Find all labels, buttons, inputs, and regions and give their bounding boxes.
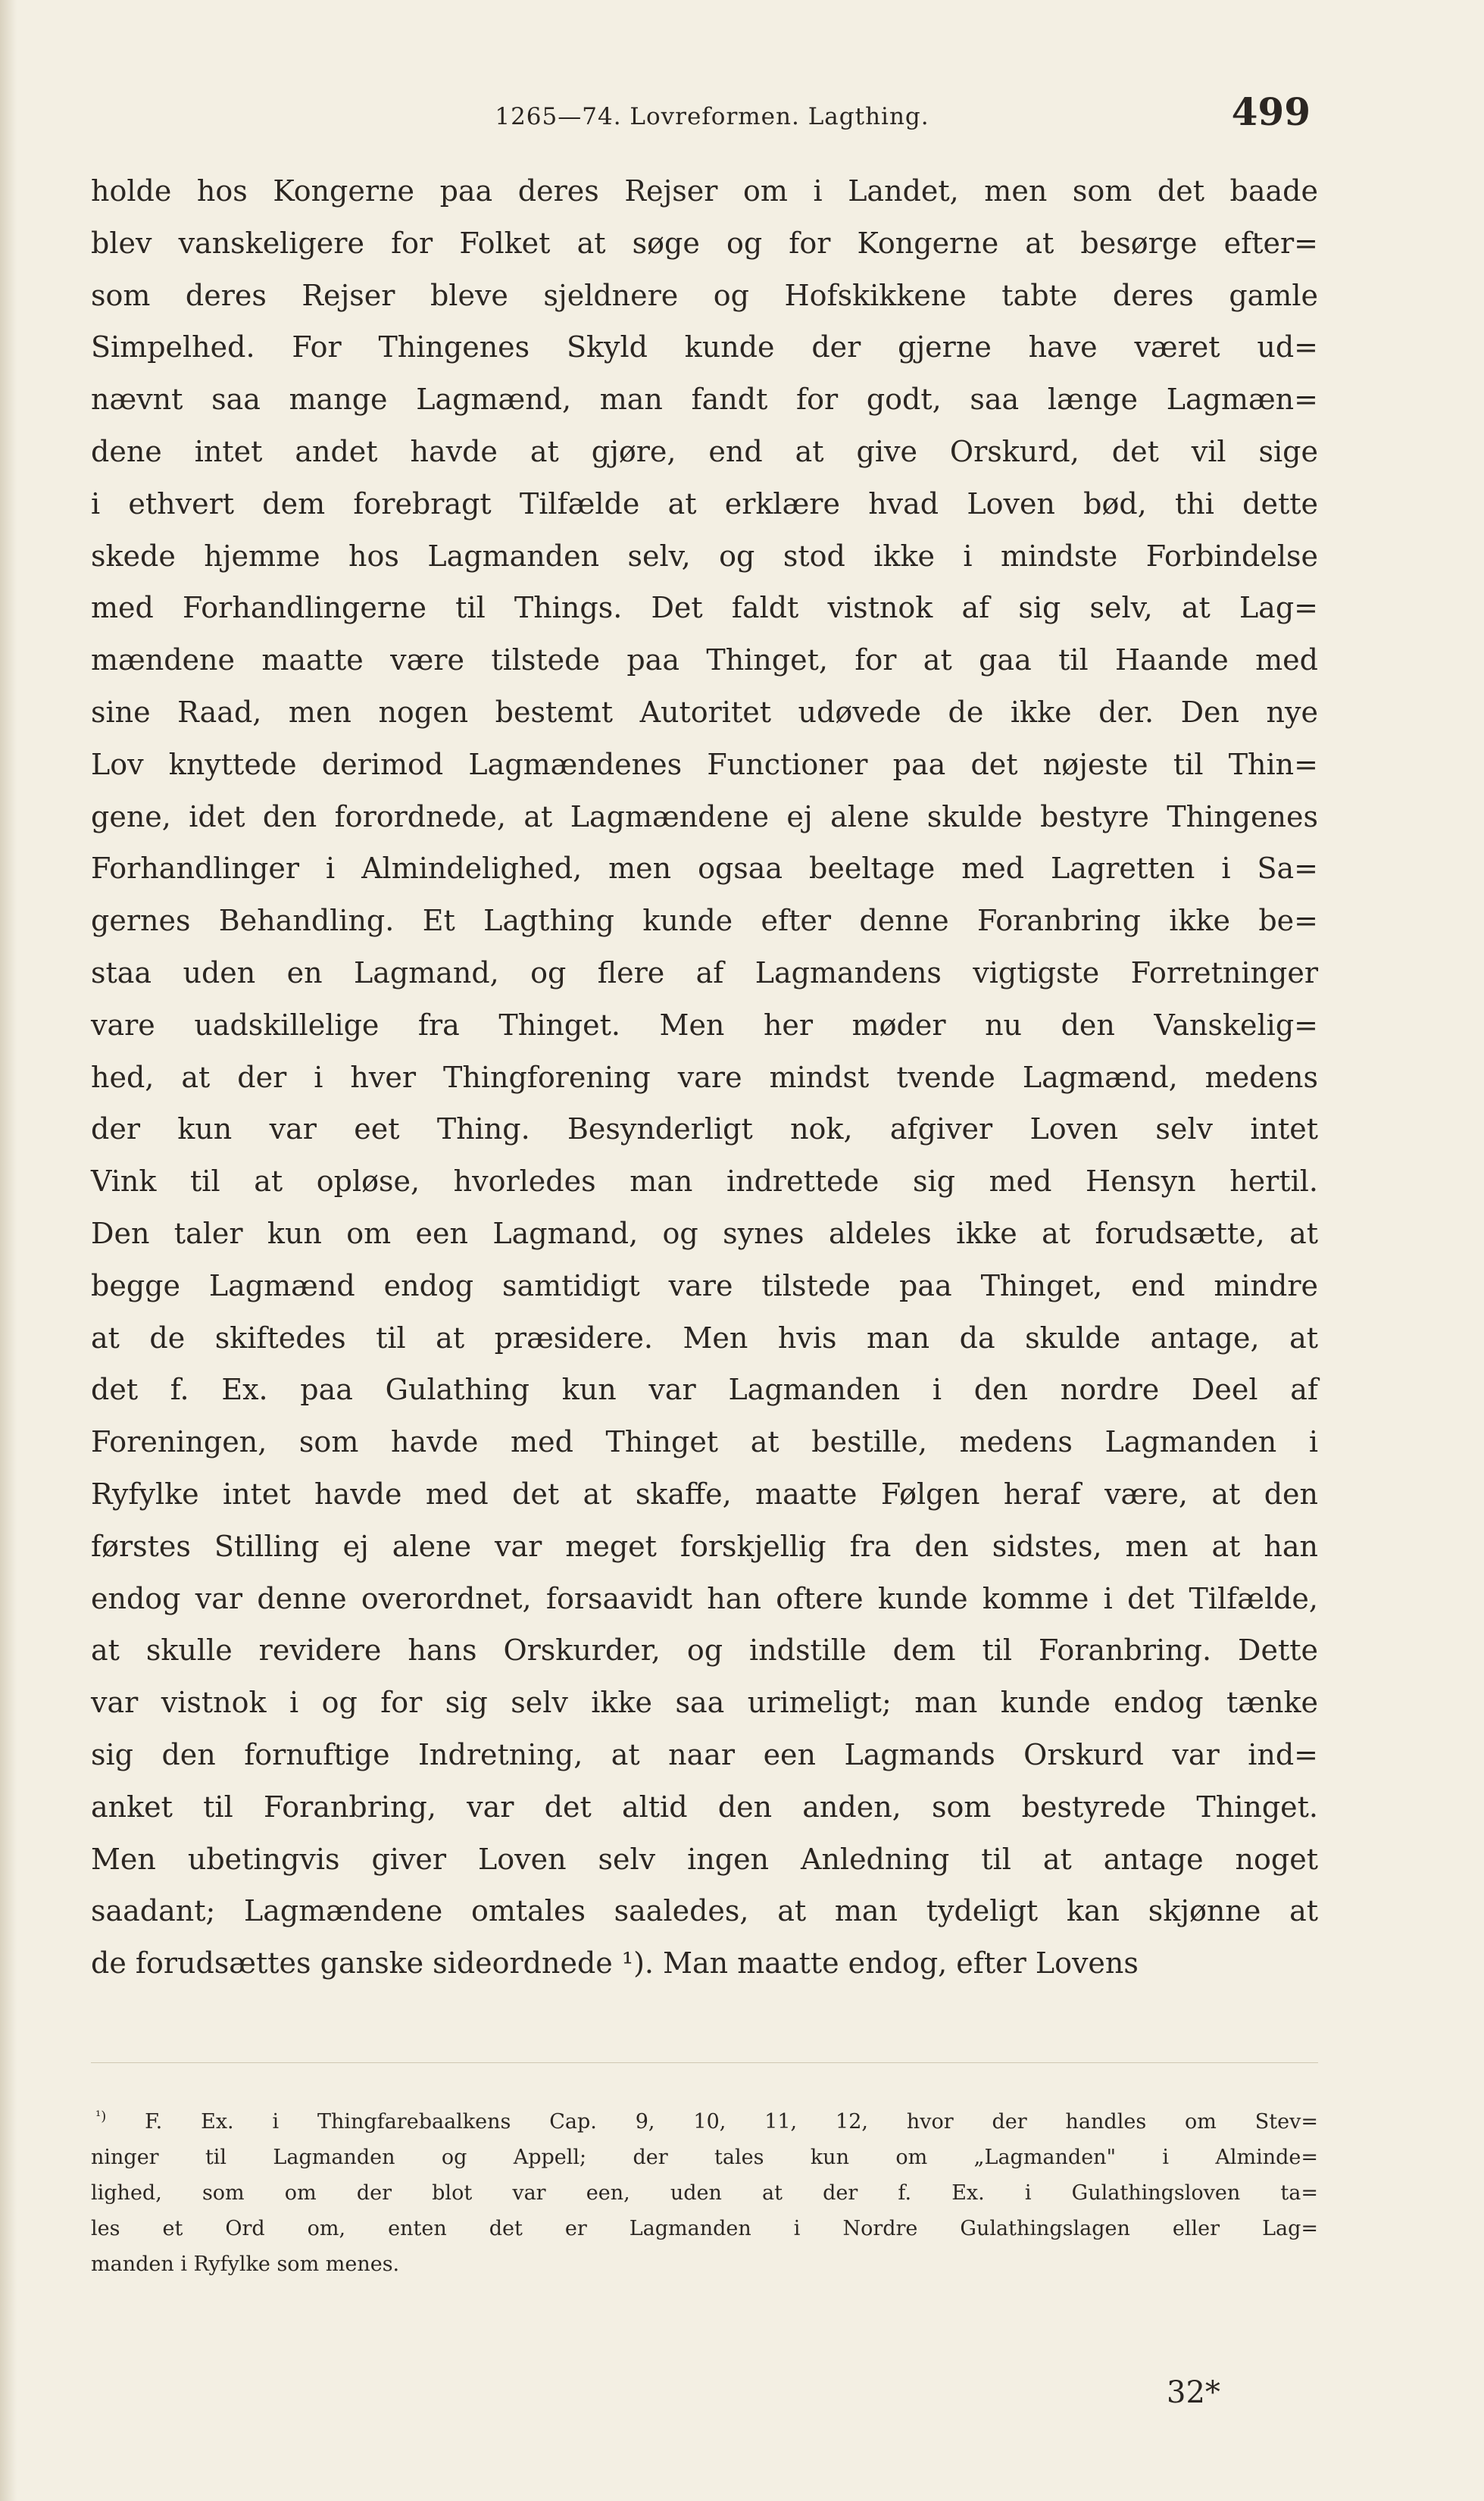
text-line: at de skiftedes til at præsidere. Men hvis man da skulde antage, at — [91, 1321, 1318, 1355]
footnote-separator — [91, 2062, 1318, 2063]
footnotes — [91, 2099, 1318, 2282]
text-line: vare uadskillelige fra Thinget. Men her møder nu den Vanskelig= — [91, 1008, 1318, 1042]
text-line: det f. Ex. paa Gulathing kun var Lagmanden i den nordre Deel af — [91, 1373, 1318, 1407]
text-line: Vink til at opløse, hvorledes man indrettede sig med Hensyn hertil. — [91, 1165, 1318, 1199]
footnote-text: F. Ex. i Thingfarebaalkens Cap. 9, 10, 11, 12, hvor der handles om Stev= — [145, 2110, 1318, 2134]
footnote-line: ninger til Lagmanden og Appell; der tales kun om „Lagmanden" i Almindе= — [91, 2146, 1318, 2169]
text-line: blev vanskeligere for Folket at søge og for Kongerne at besørge efter= — [91, 226, 1318, 260]
text-line: sine Raad, men nogen bestemt Autoritet udøvede de ikke der. Den nye — [91, 695, 1318, 729]
text-line: at skulle revidere hans Orskurder, og indstille dem til Foranbring. Dette — [91, 1633, 1318, 1668]
text-line: Men ubetingvis giver Loven selv ingen Anledning til at antage noget — [91, 1842, 1318, 1876]
text-line: hed, at der i hver Thingforening vare mindst tvende Lagmænd, medens — [91, 1060, 1318, 1094]
signature-mark: 32* — [1167, 2375, 1220, 2410]
text-line: Forhandlinger i Almindelighed, men ogsaa beeltage med Lagretten i Sa= — [91, 852, 1318, 886]
text-line: sig den fornuftige Indretning, at naar een Lagmands Orskurd var ind= — [91, 1737, 1318, 1771]
text-line: de forudsættes ganske sideordnede ¹). Man maatte endog, efter Lovens — [91, 1946, 1139, 1980]
page-number: 499 — [1231, 89, 1311, 134]
text-line: saadant; Lagmændene omtales saaledes, at man tydeligt kan skjønne at — [91, 1894, 1318, 1928]
footnote-line: les et Ord om, enten det er Lagmanden i Nordre Gulathingslagen eller Lag= — [91, 2217, 1318, 2240]
footnote-marker: ¹) — [95, 2109, 107, 2124]
footnote-line: lighed, som om der blot var een, uden at der f. Ex. i Gulathingsloven ta= — [91, 2181, 1318, 2205]
text-line: Lov knyttede derimod Lagmændenes Functioner paa det nøjeste til Thin= — [91, 747, 1318, 781]
footnote-line — [91, 2099, 1318, 2140]
text-line: Ryfylke intet havde med det at skaffe, maatte Følgen heraf være, at den — [91, 1477, 1318, 1511]
text-line: begge Lagmænd endog samtidigt vare tilstede paa Thinget, end mindre — [91, 1268, 1318, 1302]
text-line: var vistnok i og for sig selv ikke saa urimeligt; man kunde endog tænke — [91, 1686, 1318, 1720]
text-line: skede hjemme hos Lagmanden selv, og stod ikke i mindste Forbindelse — [91, 539, 1318, 573]
page-binding-edge — [0, 0, 17, 2501]
text-line: Den taler kun om een Lagmand, og synes aldeles ikke at forudsætte, at — [91, 1216, 1318, 1250]
text-line: staa uden en Lagmand, og flere af Lagmandens vigtigste Forretninger — [91, 955, 1318, 989]
body-text — [91, 165, 1318, 1990]
text-line: Foreningen, som havde med Thinget at bestille, medens Lagmanden i — [91, 1425, 1318, 1459]
text-line: i ethvert dem forebragt Tilfælde at erklære hvad Loven bød, thi dette — [91, 486, 1318, 521]
text-line: gernes Behandling. Et Lagthing kunde efter denne Foranbring ikke be= — [91, 904, 1318, 938]
text-line: med Forhandlingerne til Things. Det faldt vistnok af sig selv, at Lag= — [91, 591, 1318, 625]
text-line: nævnt saa mange Lagmænd, man fandt for godt, saa længe Lagmæn= — [91, 383, 1318, 417]
page-header — [114, 89, 1311, 150]
text-line: mændene maatte være tilstede paa Thinget, for at gaa til Haande med — [91, 643, 1318, 677]
text-line: gene, idet den forordnede, at Lagmændene ej alene skulde bestyre Thingenes — [91, 799, 1318, 833]
running-head: 1265—74. Lovreformen. Lagthing. — [495, 103, 929, 130]
text-line: anket til Foranbring, var det altid den anden, som bestyrede Thinget. — [91, 1790, 1318, 1824]
text-line: der kun var eet Thing. Besynderligt nok, afgiver Loven selv intet — [91, 1112, 1318, 1146]
text-line: Simpelhed. For Thingenes Skyld kunde der gjerne have været ud= — [91, 330, 1318, 364]
text-line: førstes Stilling ej alene var meget forskjellig fra den sidstes, men at han — [91, 1529, 1318, 1563]
text-line: holde hos Kongerne paa deres Rejser om i Landet, men som det baade — [91, 174, 1318, 208]
text-line: dene intet andet havde at gjøre, end at give Orskurd, det vil sige — [91, 434, 1318, 468]
text-line: endog var denne overordnet, forsaavidt han oftere kunde komme i det Tilfælde, — [91, 1581, 1318, 1615]
text-line: som deres Rejser bleve sjeldnere og Hofskikkene tabte deres gamle — [91, 278, 1318, 312]
footnote-line: manden i Ryfylke som menes. — [91, 2252, 400, 2276]
